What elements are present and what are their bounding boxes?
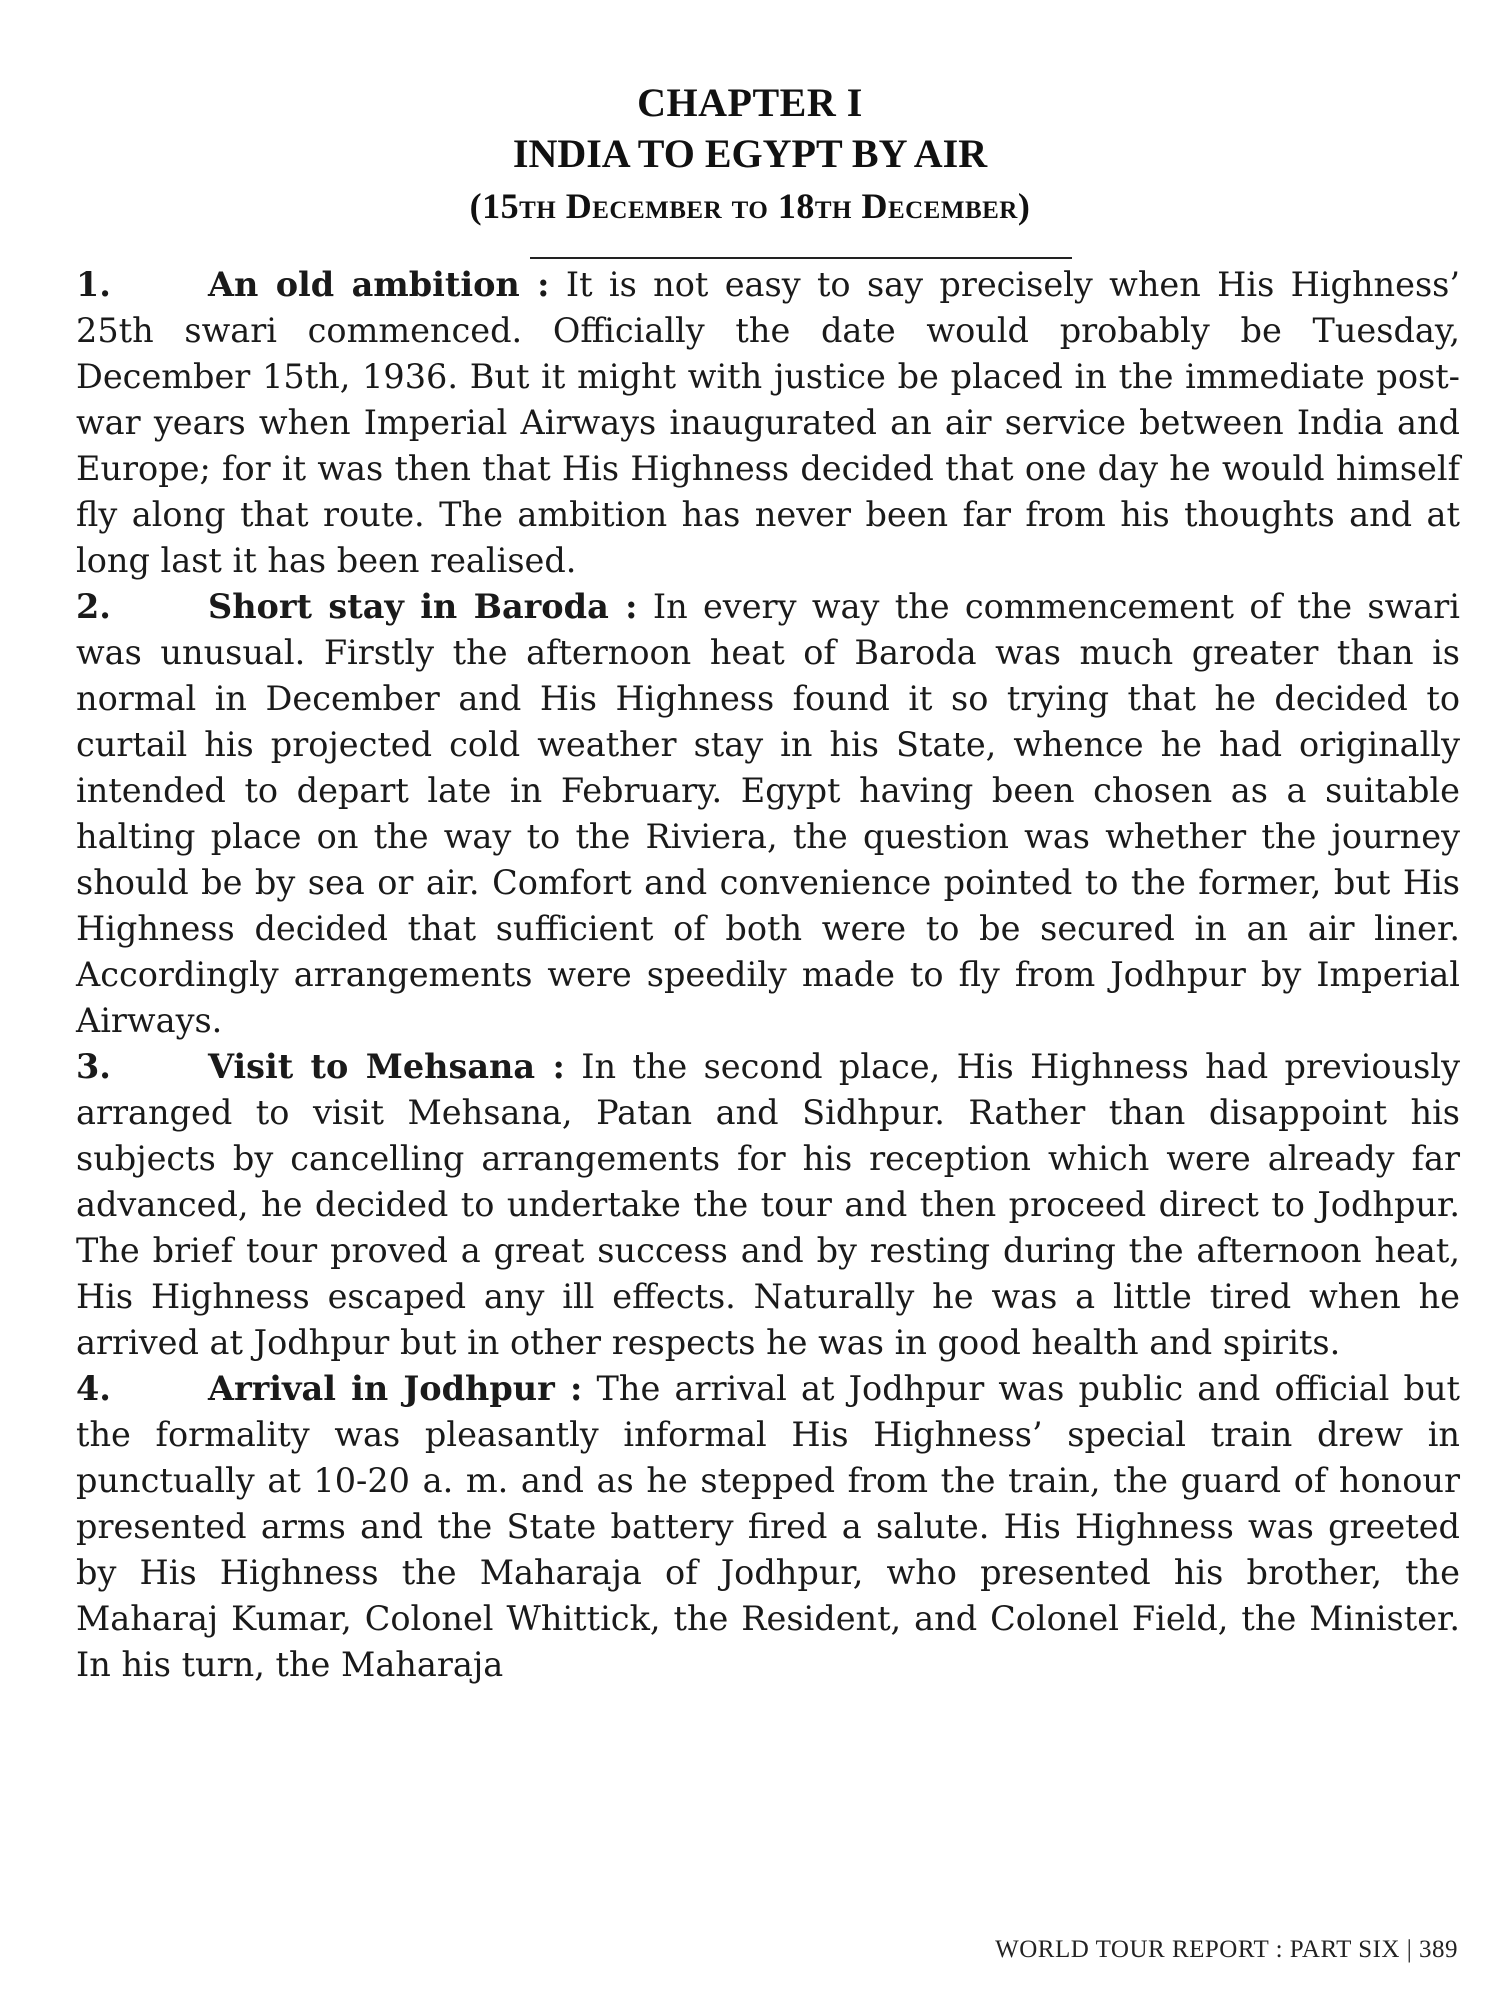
paragraph-text: It is not easy to say precisely when His Highness’ 25th swari commenced. Officially the date would probably be Tuesday, December 15th, 1936. But it might with justice be placed in the immediate post-war years when Imperial Airways inaugurated an air service between India and Europe; for it was then that His Highness decided that one day he would himself fly along that route. The ambition has never been far from his thoughts and at long last it has been realised. [76,265,1460,580]
page-footer: WORLD TOUR REPORT : PART SIX | 389 [995,1936,1458,1963]
paragraph-heading: Visit to Mehsana : [208,1047,565,1086]
paragraph-text: In the second place, His Highness had previously arranged to visit Mehsana, Patan and Sidhpur. Rather than disappoint his subjects by cancelling arrangements for his reception which were already far advanced, he decided to undertake the tour and then proceed direct to Jodhpur. The brief tour proved a great success and by resting during the afternoon heat, His Highness escaped any ill effects. Naturally he was a little tired when he arrived at Jodhpur but in other respects he was in good health and spirits. [76,1047,1461,1362]
paragraph-3 [76,1044,1460,1366]
paragraph-heading: Arrival in Jodhpur : [208,1369,583,1408]
paragraph-number: 3. [76,1047,111,1086]
chapter-number: CHAPTER I [637,80,863,125]
chapter-header [0,78,1500,232]
paragraph-text: The arrival at Jodhpur was public and official but the formality was pleasantly informal His Highness’ special train drew in punctually at 10-20 a. m. and as he stepped from the train, the guard of honour presented arms and the State battery fired a salute. His Highness was greeted by His Highness the Maharaja of Jodhpur, who presented his brother, the Maharaj Kumar, Colonel Whittick, the Resident, and Colonel Field, the Minister. In his turn, the Maharaja [76,1369,1460,1684]
paragraph-2 [76,584,1460,1044]
paragraph-4 [76,1366,1460,1688]
paragraph-text: In every way the commencement of the swari was unusual. Firstly the afternoon heat of Baroda was much greater than is normal in December and His Highness found it so trying that he decided to curtail his projected cold weather stay in his State, whence he had originally intended to depart late in February. Egypt having been chosen as a suitable halting place on the way to the Riviera, the question was whether the journey should be by sea or air. Comfort and convenience pointed to the former, but His Highness decided that sufficient of both were to be secured in an air liner. Accordingly arrangements were speedily made to fly from Jodhpur by Imperial Airways. [76,587,1460,1040]
chapter-body [76,262,1460,1688]
chapter-title: INDIA TO EGYPT BY AIR [512,131,988,176]
chapter-dates: (15th December to 18th December) [469,186,1031,226]
paragraph-1 [76,262,1460,584]
paragraph-heading: Short stay in Baroda : [208,587,638,626]
header-divider [530,257,1072,259]
paragraph-number: 2. [76,587,111,626]
paragraph-number: 1. [76,265,111,304]
paragraph-heading: An old ambition : [208,265,550,304]
paragraph-number: 4. [76,1369,111,1408]
